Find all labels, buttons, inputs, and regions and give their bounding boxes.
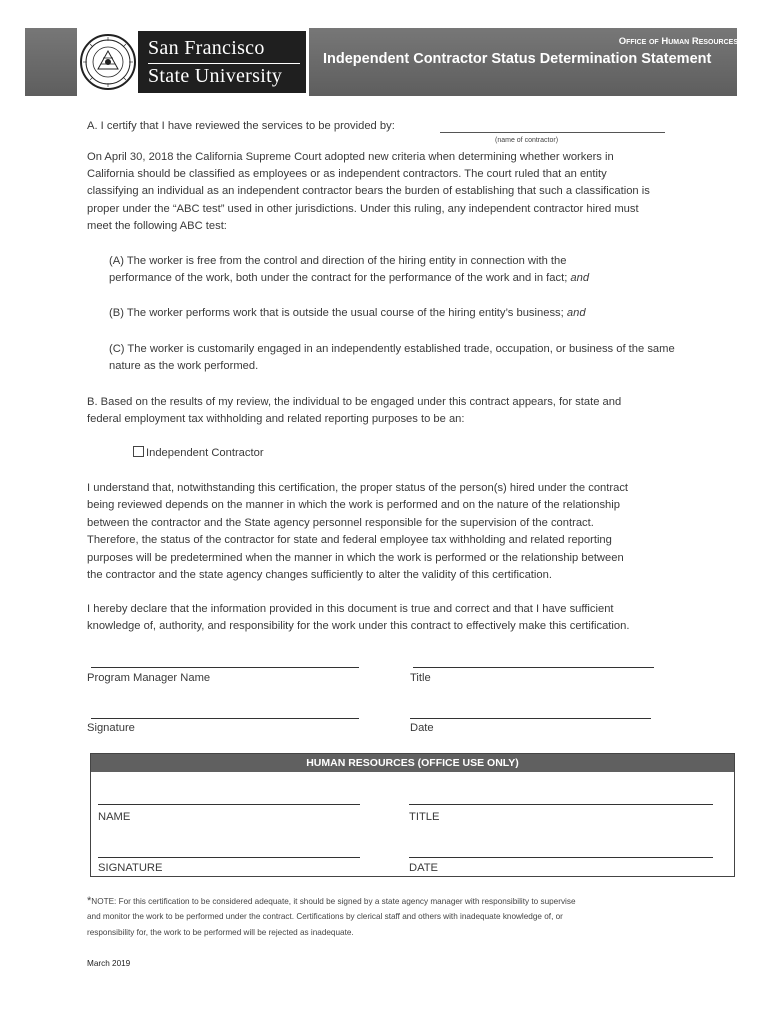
- note-text-1: NOTE: For this certification to be considered adequate, it should be signed by a state agency manager with responsibility to supervise: [91, 897, 576, 906]
- criterion-b: [109, 305, 586, 322]
- criterion-c-line-1: (C) The worker is customarily engaged in an independently established trade, occupation, or business of the same: [109, 343, 675, 355]
- title-label: Title: [410, 672, 431, 684]
- hr-date-label: DATE: [409, 862, 439, 874]
- section-b-line-2: federal employment tax withholding and related reporting purposes to be an:: [87, 413, 465, 425]
- document-title: Independent Contractor Status Determination Statement: [323, 51, 712, 67]
- understanding-line-1: I understand that, notwithstanding this certification, the proper status of the person(s) hired under the contract: [87, 482, 629, 494]
- intro-line-5: meet the following ABC test:: [87, 220, 227, 232]
- understanding-line-6: the contractor and the state agency changes sufficiently to alter the validity of this certification.: [87, 569, 552, 581]
- intro-line-4: proper under the “ABC test” used in other jurisdictions. Under this ruling, any independent contractor hired must: [87, 203, 639, 215]
- hr-title-label: TITLE: [409, 811, 440, 823]
- signature-field[interactable]: [91, 718, 359, 719]
- understanding-line-3: between the contractor and the State agency personnel responsible for the supervision of the contract.: [87, 517, 594, 529]
- section-b-line-1: B. Based on the results of my review, the individual to be engaged under this contract appears, for state and: [87, 396, 622, 408]
- independent-contractor-checkbox[interactable]: [133, 446, 144, 457]
- note-line-3: responsibility for, the work to be performed will be rejected as inadequate.: [87, 928, 354, 937]
- independent-contractor-label: Independent Contractor: [146, 447, 264, 459]
- intro-line-1: On April 30, 2018 the California Supreme Court adopted new criteria when determining whether workers in: [87, 151, 614, 163]
- wordmark-divider: [148, 63, 300, 64]
- note-asterisk: *: [87, 895, 92, 907]
- criterion-a-line-2: [109, 270, 589, 287]
- independent-contractor-option[interactable]: [133, 445, 264, 462]
- hr-name-label: NAME: [98, 811, 131, 823]
- hr-name-field[interactable]: [98, 804, 360, 805]
- title-field[interactable]: [413, 667, 654, 668]
- contractor-name-field[interactable]: [440, 132, 665, 133]
- hr-title-field[interactable]: [409, 804, 713, 805]
- understanding-line-2: being reviewed depends on the manner in which the work is performed and on the nature of the relationship: [87, 499, 620, 511]
- university-seal-icon: [79, 31, 137, 93]
- understanding-line-4: Therefore, the status of the contractor for state and federal employee tax withholding and related reporting: [87, 534, 612, 546]
- university-name-line2: State University: [148, 65, 283, 87]
- university-wordmark: [138, 31, 306, 93]
- criterion-c-line-2: nature as the work performed.: [109, 360, 259, 372]
- note-line-2: and monitor the work to be performed under the contract. Certifications by clerical staff and others with inadequate knowledge of, or: [87, 912, 563, 921]
- signature-label: Signature: [87, 722, 135, 734]
- office-label: Office of Human Resources: [618, 36, 738, 47]
- hr-office-heading: HUMAN RESOURCES (OFFICE USE ONLY): [91, 754, 734, 772]
- criterion-a-line-1: (A) The worker is free from the control and direction of the hiring entity in connection with the: [109, 255, 567, 267]
- program-manager-name-label: Program Manager Name: [87, 672, 211, 684]
- understanding-line-5: purposes will be predetermined when the manner in which the work is performed or the relationship between: [87, 552, 624, 564]
- criterion-a-text: performance of the work, both under the contract for the performance of the work and in fact;: [109, 272, 571, 284]
- criterion-b-and: and: [566, 307, 586, 319]
- date-label: Date: [410, 722, 434, 734]
- declaration-line-1: I hereby declare that the information provided in this document is true and correct and that I have sufficient: [87, 603, 614, 615]
- hr-signature-field[interactable]: [98, 857, 360, 858]
- footer-date: March 2019: [87, 959, 131, 968]
- hr-signature-label: SIGNATURE: [98, 862, 163, 874]
- intro-line-3: classifying an individual as an independent contractor bears the burden of establishing that such a classification is: [87, 185, 650, 197]
- date-field[interactable]: [410, 718, 651, 719]
- criterion-b-text: (B) The worker performs work that is outside the usual course of the hiring entity’s business;: [109, 307, 567, 319]
- criterion-a-and: and: [570, 272, 590, 284]
- intro-line-2: California should be classified as employees or as independent contractors. The court ruled that an entity: [87, 168, 607, 180]
- hr-date-field[interactable]: [409, 857, 713, 858]
- program-manager-name-field[interactable]: [91, 667, 359, 668]
- university-name-line1: San Francisco: [148, 37, 265, 59]
- contractor-name-caption: (name of contractor): [495, 137, 559, 144]
- declaration-line-2: knowledge of, authority, and responsibility for the work under this contract to effectively make this certification.: [87, 620, 630, 632]
- certify-statement: A. I certify that I have reviewed the services to be provided by:: [87, 120, 395, 132]
